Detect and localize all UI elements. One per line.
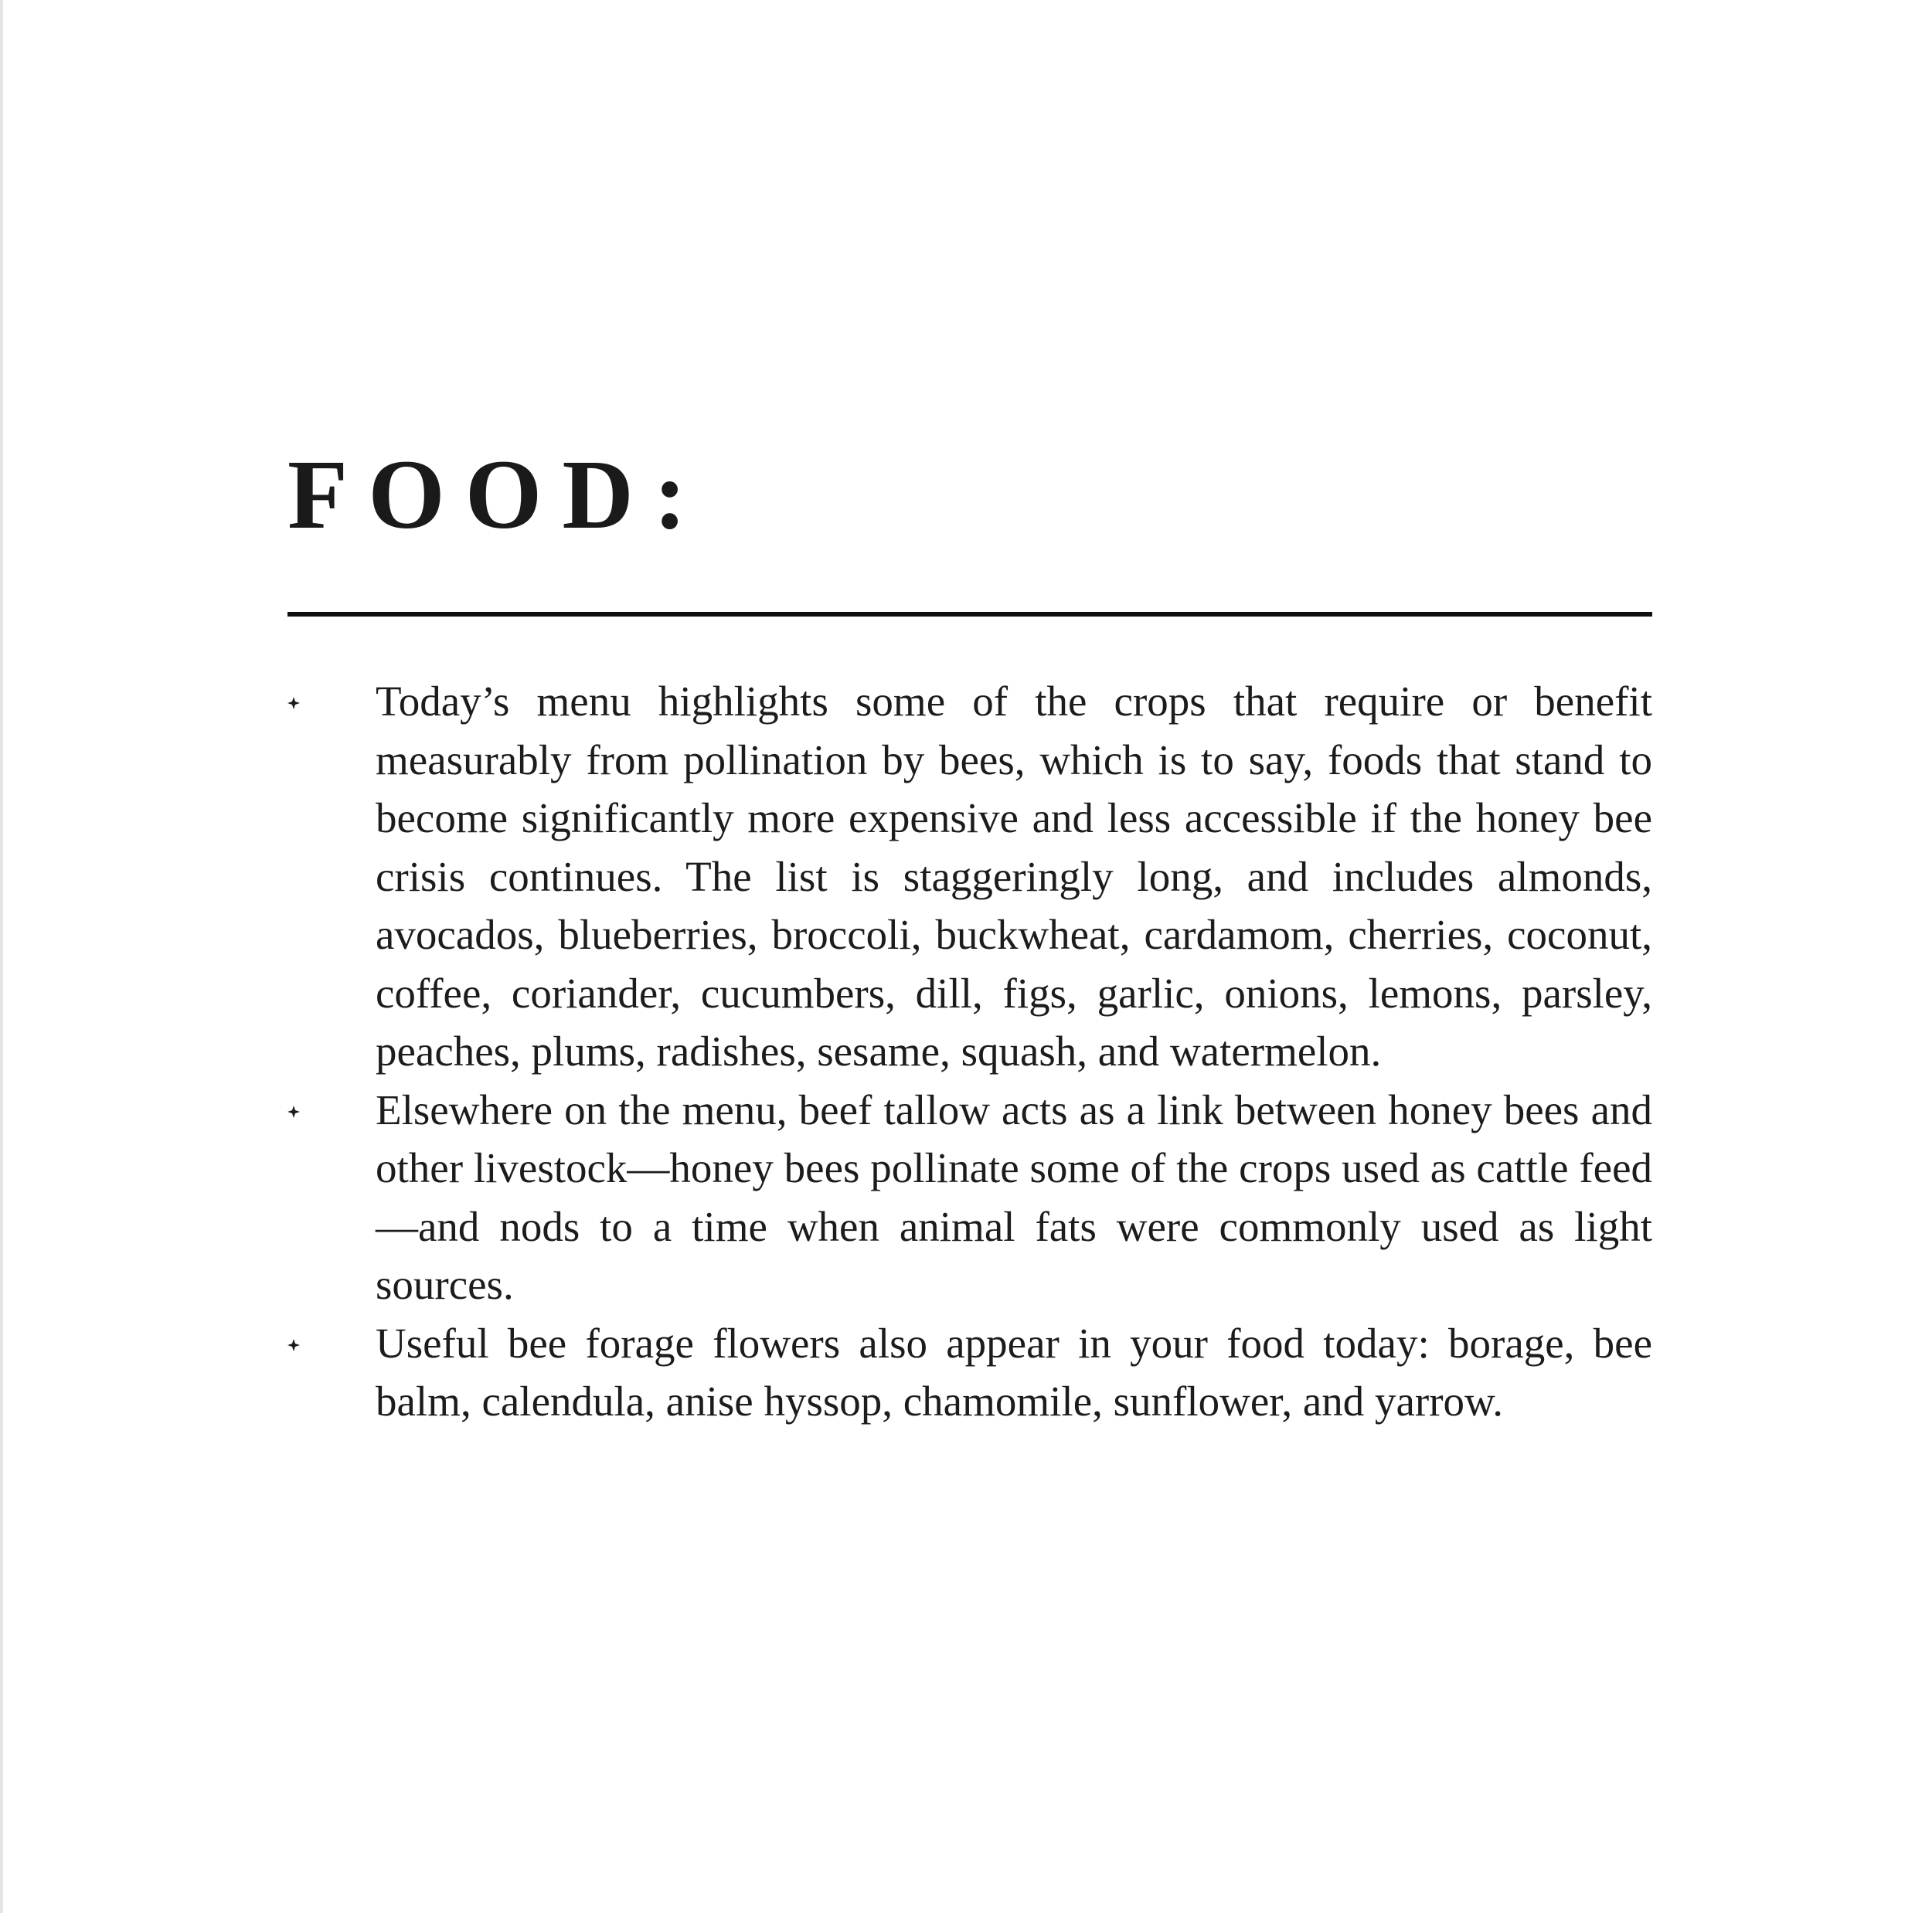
list-item [287,1081,1652,1314]
list-item [287,1314,1652,1431]
page-title: FOOD: [287,440,707,549]
heading-divider [287,612,1652,617]
list-item-text: Today’s menu highlights some of the crops that require or benefit measurably from pollination by bees, which is to say, foods that stand to become significantly more expensive and less accessible if the honey bee crisis continues. The list is staggeringly long, and includes almonds, avocados, blueberries, broccoli, buckwheat, cardamom, cherries, coconut, coffee, coriander, cucumbers, dill, figs, garlic, onions, lemons, parsley, peaches, plums, radishes, sesame, squash, and watermelon. [376,678,1652,1075]
list-item [287,672,1652,1081]
four-point-star-icon [287,1314,300,1372]
four-point-star-icon [287,672,300,730]
food-notes-list [287,672,1652,1431]
list-item-text: Elsewhere on the menu, beef tallow acts as a link between honey bees and other livestock—honey bees pollinate some of the crops used as cattle feed—and nods to a time when animal fats were commonly used as light sources. [376,1086,1652,1308]
list-item-text: Useful bee forage flowers also appear in your food today: borage, bee balm, calendula, anise hyssop, chamomile, sunflower, and yarrow. [376,1319,1652,1425]
page-edge [0,0,3,1913]
food-section [287,433,1652,1425]
four-point-star-icon [287,1081,300,1139]
